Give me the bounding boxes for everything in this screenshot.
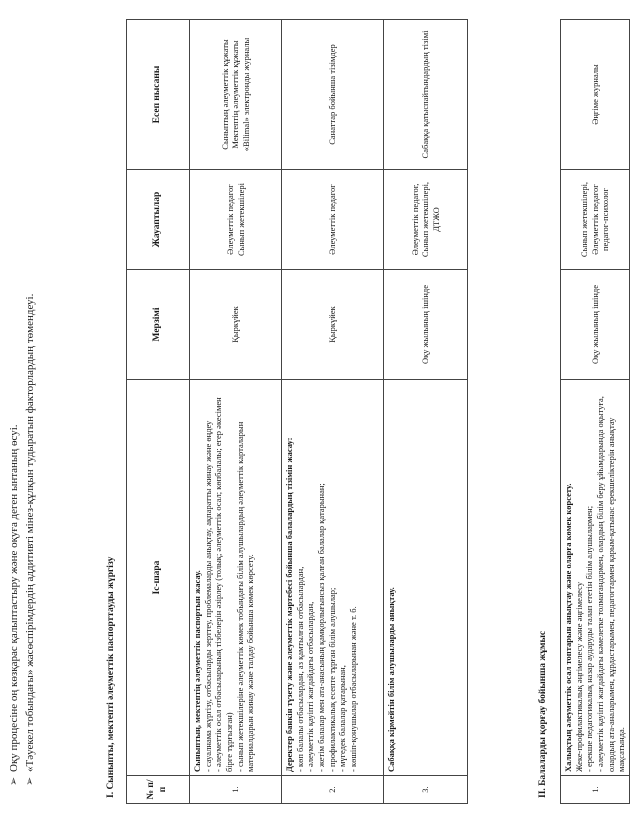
event-item: - сынып жетекшілеріне әлеуметтік көмек тобындағы білім алушылардың әлеуметтік карталарын материалдарын жинау және талдау бойынша көмек көрсету. <box>234 421 256 772</box>
event-item: - ерекше педагогикалық назар аударуды талап ететін білім алушылармен; <box>584 505 595 772</box>
event-title: Деректер банкін түзету және әлеуметтік мәртебесі бойынша балалардың тізімін жасау: <box>284 437 294 772</box>
row-report: Сабаққа қатыспайтындардың тізімі <box>384 20 468 170</box>
row-deadline: Қыркүйек <box>190 270 282 380</box>
bullet-list <box>8 26 40 786</box>
row-report: Сыныптың әлеуметтік құжаты Мектептің әлеуметтік құжаты «Bilimal» электронды журналы <box>190 20 282 170</box>
row-deadline: Қыркүйек <box>282 270 384 380</box>
event-title: Сыныптың, мектептің әлеуметтік паспортын жасау. <box>192 570 202 772</box>
arrow-bullet-icon: ➢ <box>24 776 36 786</box>
table-row <box>190 20 282 804</box>
section-2-table <box>560 19 630 804</box>
event-item: - профилактикалық есепте тұрған білім алушылар; <box>326 587 337 772</box>
row-responsible: Әлеуметтік педагог Сынып жетекшілері <box>190 170 282 270</box>
event-item: Жеке-профилактикалық әңгімелесу және әңгімелесу <box>573 581 584 772</box>
event-item: - сауалнама жүргізу, отбасыларды зерттеу, проблемаларды анықтау, ақпаратты жинау және өңдеу <box>202 420 213 772</box>
row-responsible: Әлеуметтік педагог <box>282 170 384 270</box>
section-1-title: I. Сыныпты, мектепті әлеуметтік паспорттауды жүргізу <box>106 556 116 798</box>
event-item: - әлеуметтік осал отбасыларының тізбелерін әзірлеу (толық; әлеуметтік осал; көпбалалы; егер әкесімен бірге тұрғызған) <box>213 397 234 772</box>
row-num: 1. <box>190 776 282 804</box>
event-item: - әлеуметтік қауіпті жағдайдағы кәмелетке толмағандармен, олардың білім беру ұйымдарында оқытуға, олардың ата-аналарымен, құрдастарымен, педагогтармен қарым-қатынас ерекшеліктерін анықтау мақсатында. <box>594 396 627 772</box>
event-title: Халықтың әлеуметтік осал топтарын анықтау және оларға көмек көрсету. <box>563 483 573 772</box>
row-deadline: Оқу жылының ішінде <box>561 270 630 380</box>
section-1-table <box>126 19 468 804</box>
table-row <box>282 20 384 804</box>
event-item: - көшіп-қонушылар отбасыларынан және т. б. <box>347 606 358 772</box>
row-num: 2. <box>282 776 384 804</box>
row-num: 1. <box>561 776 630 804</box>
bullet-item: ➢Оқу процесіне оң көзқарас қалыптастыру және оқуға деген ынтаның өсуі. <box>8 424 20 786</box>
header-deadline: Мерзімі <box>127 270 190 380</box>
header-responsible: Жауаптылар <box>127 170 190 270</box>
row-deadline: Оқу жылының ішінде <box>384 270 468 380</box>
row-num: 3. <box>384 776 468 804</box>
table-row <box>384 20 468 804</box>
header-report: Есеп нысаны <box>127 20 190 170</box>
row-responsible: Әлеуметтік педагог, Сынып жетекшілері, ДТЖО <box>384 170 468 270</box>
row-report: Санаттар бойынша тізімдер <box>282 20 384 170</box>
bullet-item: ➢«Тәуекел тобындағы» жасөспірімдердің аддитивті мінез-құлқын тудыратын факторлардың төмендеуі. <box>24 293 36 786</box>
event-title: Сабаққа кірмейтін білім алушыларды анықтау. <box>386 587 396 772</box>
table-row <box>561 20 630 804</box>
event-item: - көп балалы отбасылардан, аз қамтылған отбасылардан, <box>294 566 305 772</box>
header-num: № п/п <box>127 776 190 804</box>
row-responsible: Сынып жетекшілері, Әлеуметтік педагог педагог-психолог <box>561 170 630 270</box>
header-event: Іс-шара <box>127 380 190 776</box>
table-header-row <box>127 20 190 804</box>
event-item: - жетім балалар мен ата-анасының қамқорлығынсыз қалған балалар қатарынан; <box>315 483 326 772</box>
section-2-title: II. Балаларды қорғау бойынша жұмыс <box>538 630 548 798</box>
event-item: - мүгедек балалар қатарынан, <box>337 665 348 772</box>
event-item: - әлеуметтік қауіпті жағдайдағы отбасылардан, <box>305 601 316 772</box>
row-report: Әңгіме журналы <box>561 20 630 170</box>
arrow-bullet-icon: ➢ <box>8 776 20 786</box>
row-event <box>190 380 282 776</box>
row-event <box>561 380 630 776</box>
row-event <box>384 380 468 776</box>
row-event <box>282 380 384 776</box>
